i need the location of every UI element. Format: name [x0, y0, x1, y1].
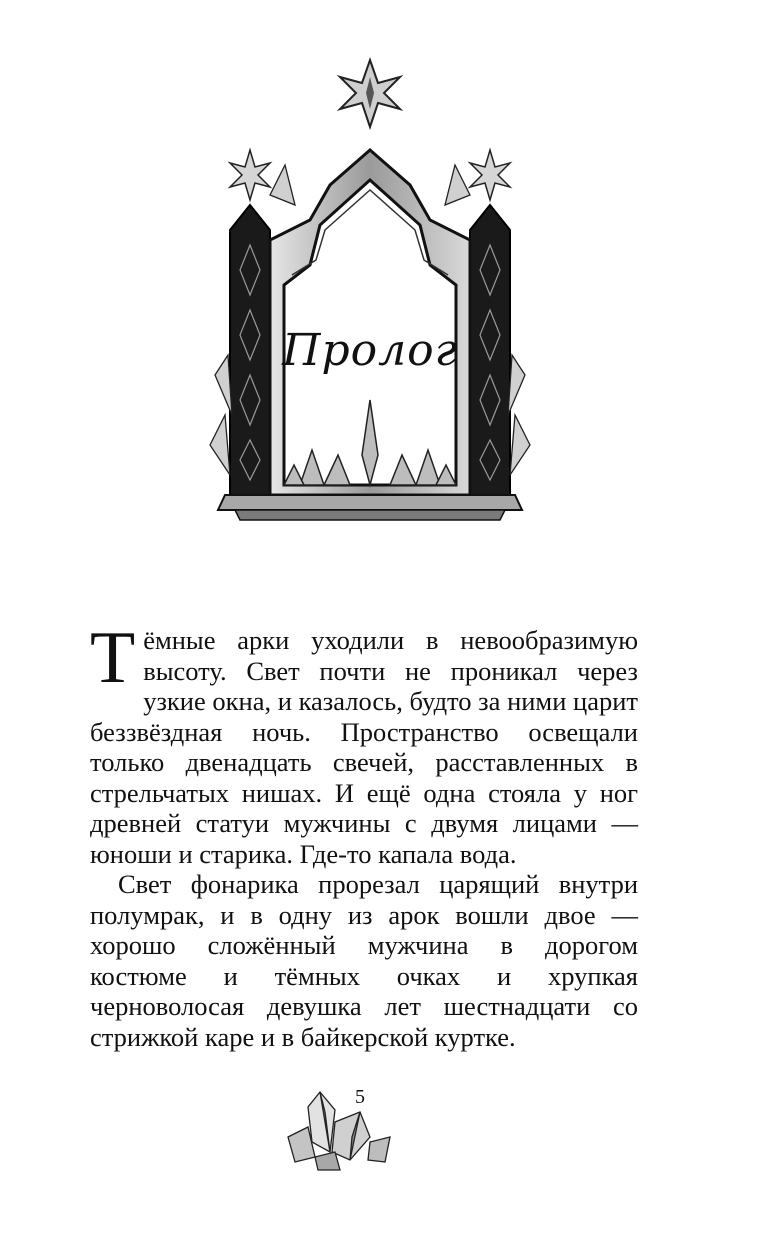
paragraph-1	[90, 617, 638, 869]
page-number: 5	[355, 1086, 365, 1108]
body-text	[90, 617, 638, 1052]
crystal-cluster-icon	[280, 1082, 400, 1172]
paragraph-2: Свет фонарика прорезал царящий внутри полумрак, и в одну из арок вошли двое — хорошо сложённый мужчина в дорогом костюме и тёмных очках и хрупкая черноволосая девушка лет шестнадцати со стрижкой каре и в байкерской куртке.	[90, 869, 638, 1052]
paragraph-1-text: ёмные арки уходили в невообразимую высоту. Свет почти не проникал через узкие окна, и казалось, будто за ними царит беззвёздная ночь. Пространство освещали только двенадцать свечей, расставленных в стрельчатых нишах. И ещё одна стояла у ног древней статуи мужчины с двумя лицами — юноши и старика. Где-то капала вода.	[90, 625, 638, 869]
chapter-title: Пролог	[282, 325, 458, 376]
gothic-frame-icon	[200, 55, 540, 525]
drop-cap: Т	[90, 617, 136, 699]
